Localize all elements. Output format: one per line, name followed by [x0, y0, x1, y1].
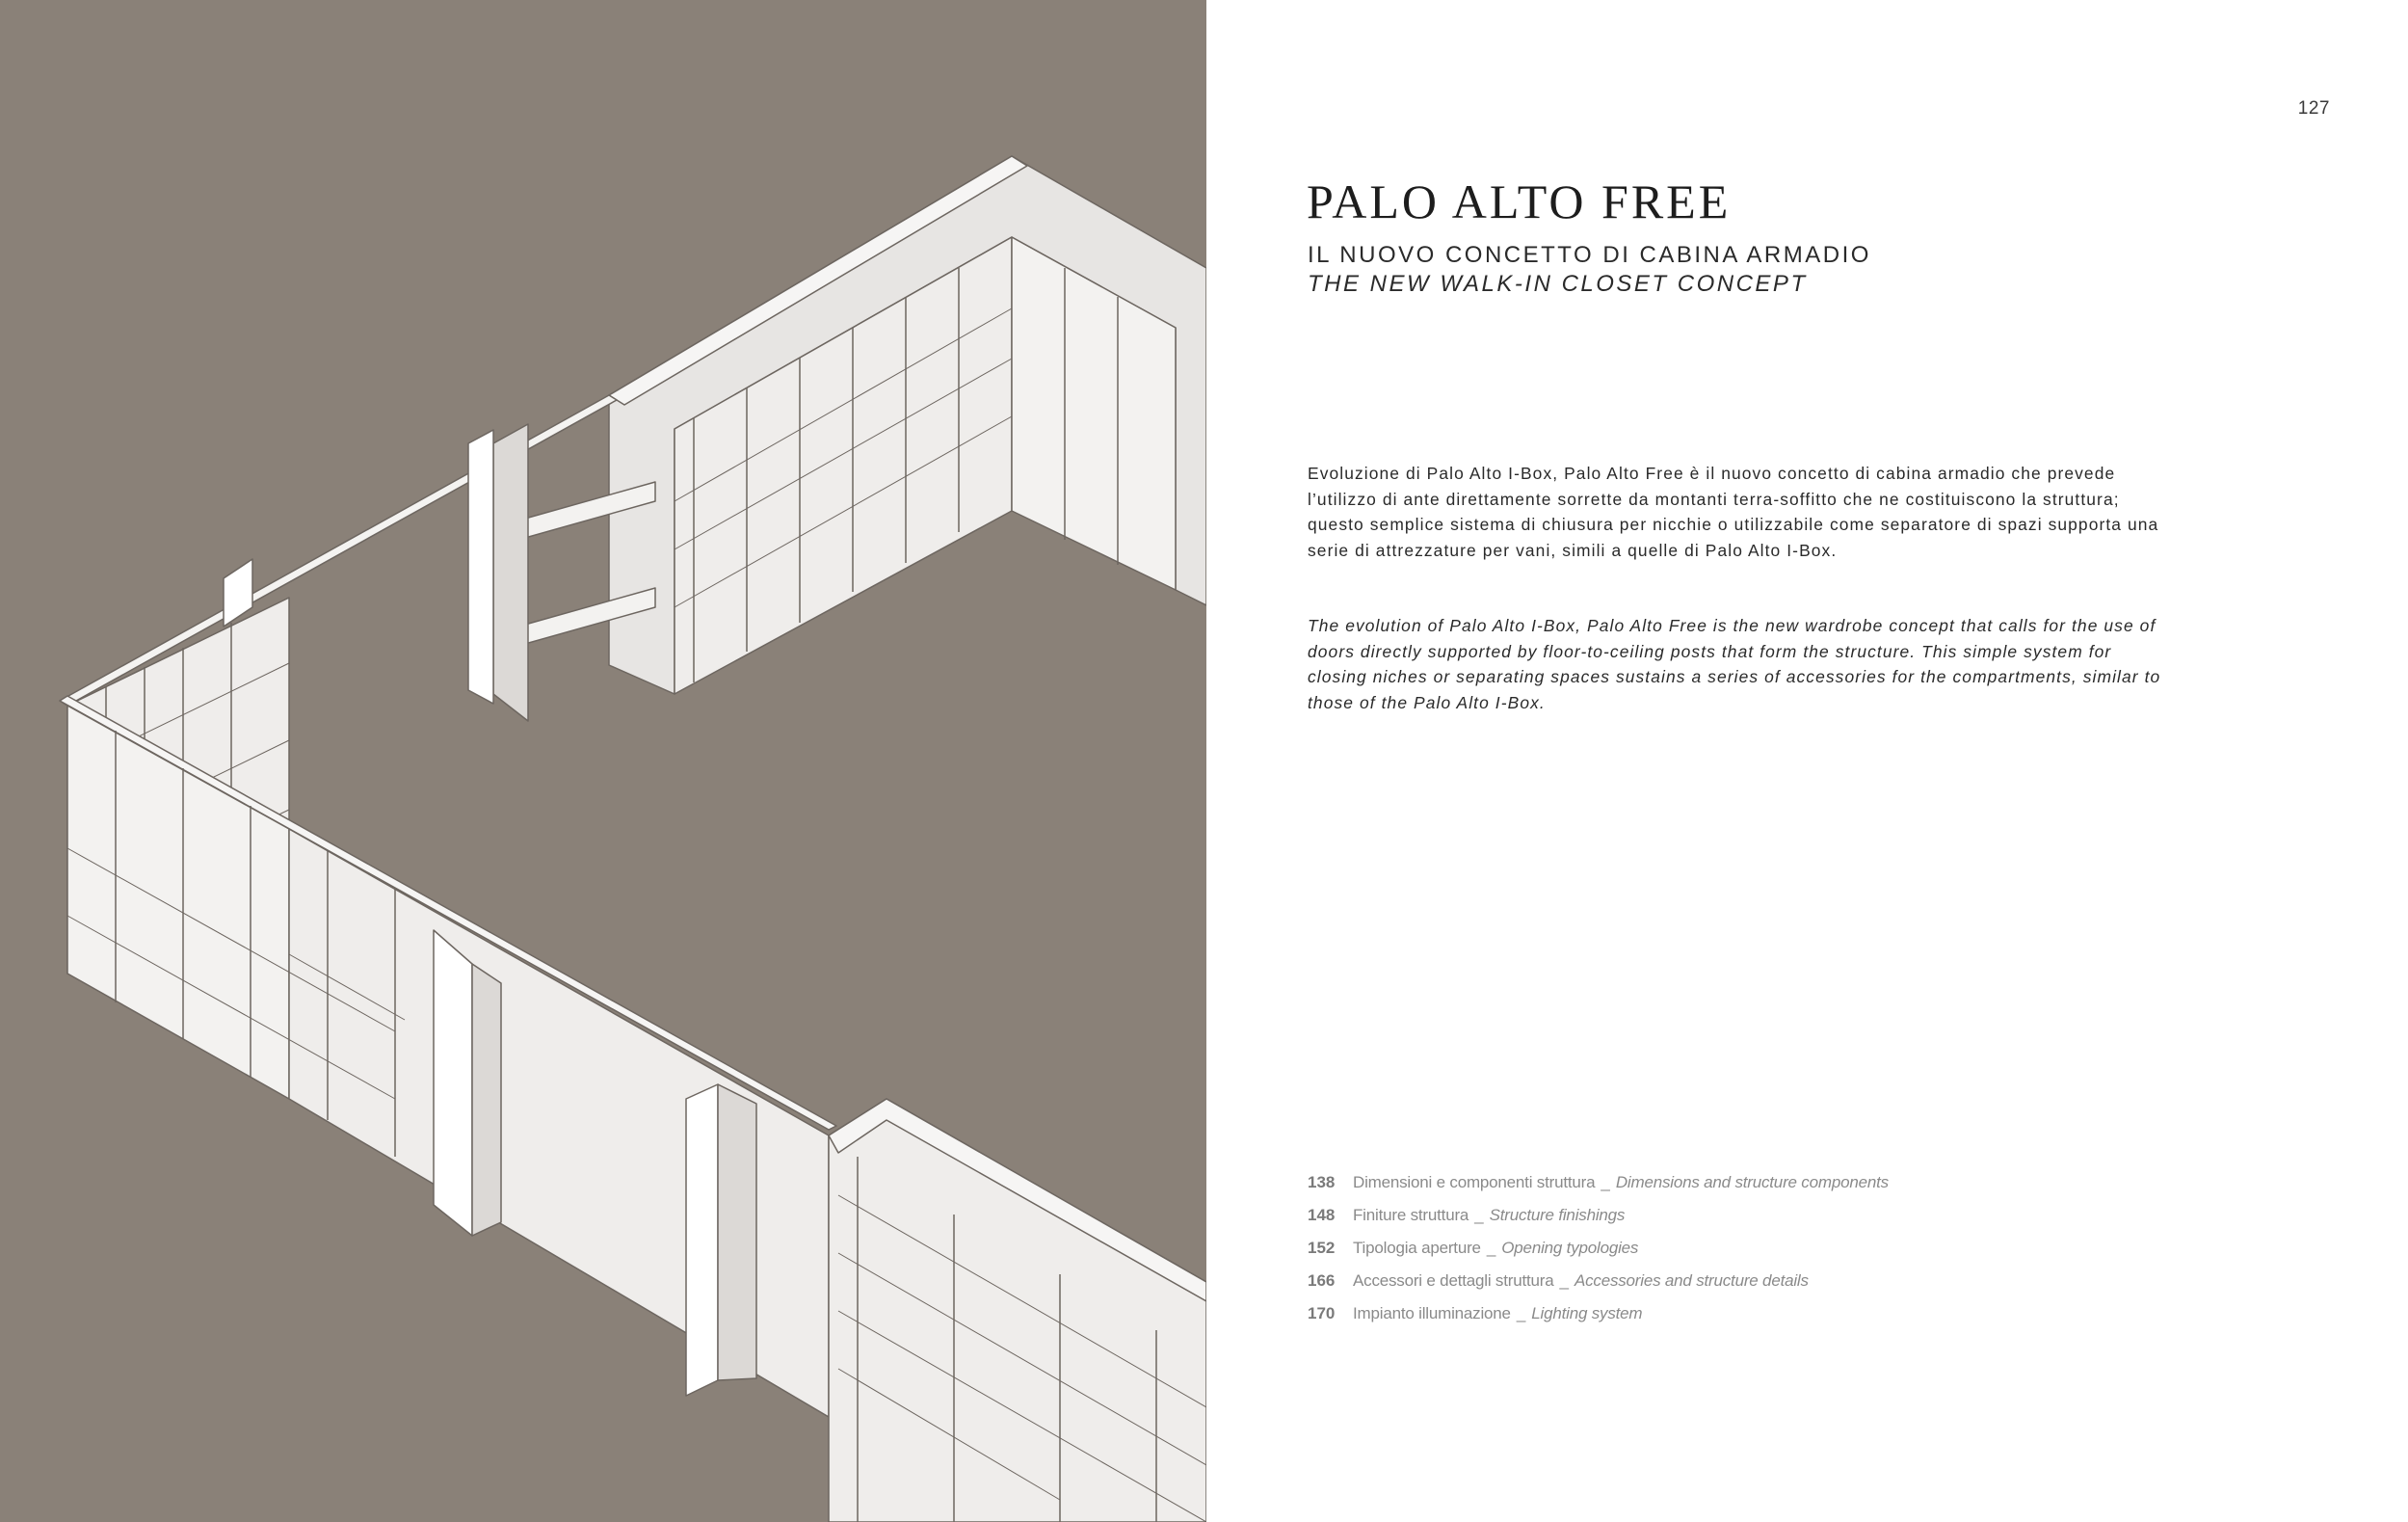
- contents-page-number: 166: [1308, 1271, 1336, 1290]
- contents-page-number: 152: [1308, 1239, 1336, 1257]
- contents-item[interactable]: [1308, 1170, 1889, 1203]
- contents-title-italian: Impianto illuminazione: [1353, 1304, 1511, 1322]
- page-title: PALO ALTO FREE: [1307, 174, 1732, 228]
- contents-page-number: 148: [1308, 1206, 1336, 1224]
- contents-title-english: Structure finishings: [1489, 1206, 1626, 1224]
- contents-item[interactable]: [1308, 1301, 1889, 1334]
- page-number: 127: [2297, 98, 2330, 119]
- contents-item[interactable]: [1308, 1236, 1889, 1268]
- contents-title-italian: Accessori e dettagli struttura: [1353, 1271, 1554, 1290]
- contents-page-number: 138: [1308, 1173, 1336, 1191]
- contents-title-italian: Dimensioni e componenti struttura: [1353, 1173, 1596, 1191]
- subtitle-italian: IL NUOVO CONCETTO DI CABINA ARMADIO: [1308, 242, 1871, 268]
- contents-item[interactable]: [1308, 1203, 1889, 1236]
- contents-title-english: Opening typologies: [1501, 1239, 1639, 1257]
- contents-separator: _: [1601, 1173, 1610, 1191]
- contents-separator: _: [1516, 1304, 1526, 1322]
- contents-separator: _: [1474, 1206, 1484, 1224]
- description-italian: Evoluzione di Palo Alto I-Box, Palo Alto Free è il nuovo concetto di cabina armadio che prevede l’utilizzo di ante direttamente sorrette da montanti terra-soffitto che ne costituiscono la struttura; questo semplice sistema di chiusura per nicchie o utilizzabile come separatore di spazi supporta una serie di attrezzature per vani, simili a quelle di Palo Alto I-Box.: [1308, 464, 2159, 560]
- contents-title-english: Lighting system: [1531, 1304, 1643, 1322]
- contents-title-english: Dimensions and structure components: [1615, 1173, 1889, 1191]
- subtitle-english: THE NEW WALK-IN CLOSET CONCEPT: [1308, 271, 1808, 297]
- contents-separator: _: [1559, 1271, 1569, 1290]
- contents-list: [1308, 1170, 1889, 1334]
- description-english: The evolution of Palo Alto I-Box, Palo Alto Free is the new wardrobe concept that calls for the use of doors directly supported by floor-to-ceiling posts that form the structure. This simple system for closing niches or separating spaces sustains a series of accessories for the compartments, similar to those of the Palo Alto I-Box.: [1308, 616, 2161, 712]
- contents-item[interactable]: [1308, 1268, 1889, 1301]
- contents-title-italian: Finiture struttura: [1353, 1206, 1469, 1224]
- contents-separator: _: [1486, 1239, 1496, 1257]
- contents-title-italian: Tipologia aperture: [1353, 1239, 1481, 1257]
- contents-page-number: 170: [1308, 1304, 1336, 1322]
- contents-title-english: Accessories and structure details: [1574, 1271, 1809, 1290]
